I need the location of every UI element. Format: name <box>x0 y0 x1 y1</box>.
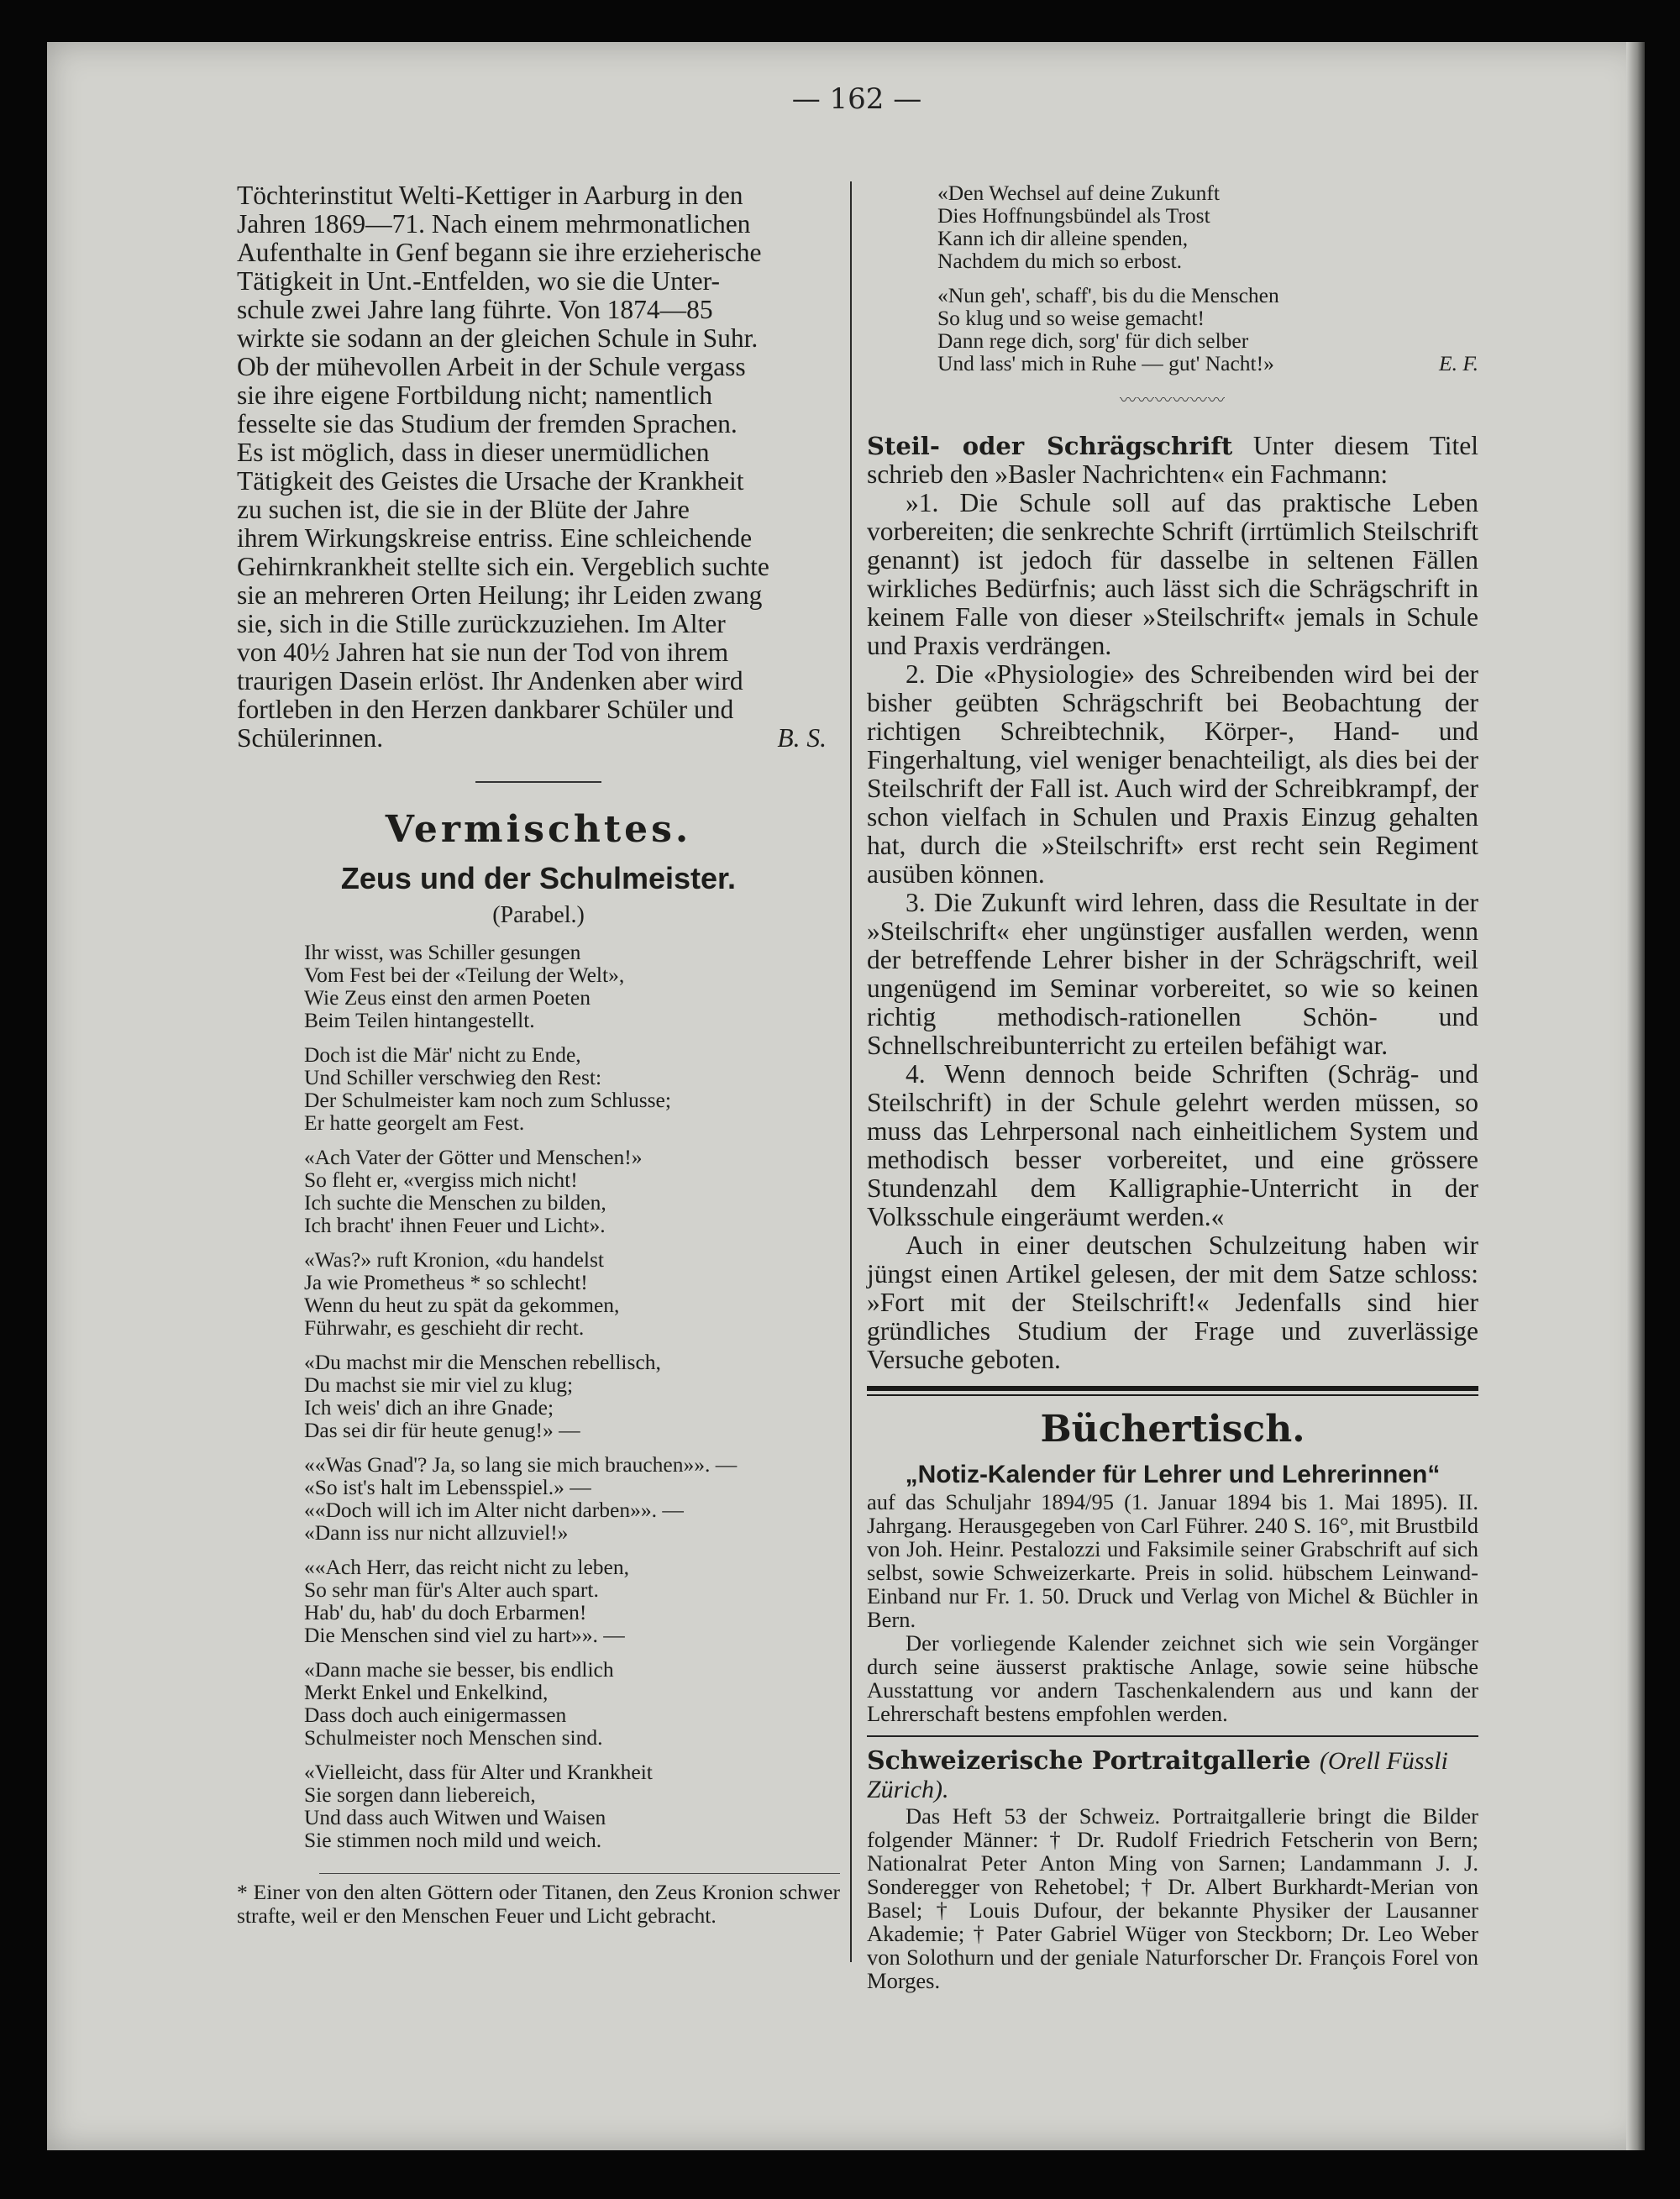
poem-stanza <box>304 1043 840 1134</box>
right-column <box>867 181 1478 1992</box>
poem-line: Merkt Enkel und Enkelkind, <box>304 1680 549 1704</box>
poem-line: Vom Fest bei der «Teilung der Welt», <box>304 963 625 987</box>
obituary-last-line <box>237 724 840 753</box>
obituary-line: Schülerinnen. <box>237 723 384 753</box>
poem-line: So klug und so weise gemacht! <box>937 306 1205 330</box>
article-paragraph: »1. Die Schule soll auf das praktische Leben vorbereiten; die senkrechte Schrift (irrtümlich Steilschrift genannt) ist jedoch für dasselbe in seltenen Fällen wirkliches Bedürfnis; auch lässt sich die Schrägschrift in keinem Falle von dieser »Steilschrift« jemals in Schule und Praxis verdrängen. <box>867 488 1478 660</box>
portrait-title: Schweizerische Portraitgallerie <box>867 1746 1311 1776</box>
article-paragraph: Auch in einer deutschen Schulzeitung haben wir jüngst einen Artikel gelesen, der mit dem Satze schloss: »Fort mit der Steilschrift!« Jedenfalls sind hier gründliches Studium der Frage und zuverlässige Versuche geboten. <box>867 1231 1478 1374</box>
portrait-publisher: (Orell Füssli Zürich). <box>867 1747 1448 1803</box>
poem-line: «So ist's halt im Lebensspiel.» — <box>304 1475 591 1499</box>
obituary-line: sie, sich in die Stille zurückzuziehen. Im Alter <box>237 609 726 638</box>
poem-line: So sehr man für's Alter auch spart. <box>304 1577 599 1602</box>
poem-stanza <box>304 941 840 1031</box>
poem-line-text: Und lass' mich in Ruhe — gut' Nacht!» <box>937 351 1274 375</box>
review-divider <box>867 1735 1478 1737</box>
poem-line: ««Was Gnad'? Ja, so lang sie mich brauchen»». — <box>304 1452 738 1477</box>
poem-line: Wenn du heut zu spät da gekommen, <box>304 1293 620 1317</box>
obituary-line: zu suchen ist, die sie in der Blüte der Jahre <box>237 495 690 524</box>
poem-line: «Dann iss nur nicht allzuviel!» <box>304 1520 569 1545</box>
poem-line <box>937 352 1478 375</box>
obituary-line: sie an mehreren Orten Heilung; ihr Leiden zwang <box>237 580 763 610</box>
column-divider <box>850 181 852 1962</box>
poem-line: Das sei dir für heute genug!» — <box>304 1418 580 1442</box>
light-divider <box>867 1394 1478 1396</box>
book-info: auf das Schuljahr 1894/95 (1. Januar 1894 bis 1. Mai 1895). II. Jahrgang. Herausgegeben von Carl Führer. 240 S. 16°, mit Brustbild von Joh. Heinr. Pestalozzi und Faksimile seiner Grabschrift auf sich selbst, sowie Schweizerkarte. Preis in solid. hübschem Leinwand-Einband nur Fr. 1. 50. Druck und Verlag von Michel & Büchler in Bern. <box>867 1489 1478 1632</box>
poem-line: «Du machst mir die Menschen rebellisch, <box>304 1350 661 1374</box>
poem-stanza <box>304 1248 840 1339</box>
obituary-line: von 40½ Jahren hat sie nun der Tod von ihrem <box>237 638 729 667</box>
poem-stanza <box>304 1761 840 1851</box>
footnote: * Einer von den alten Göttern oder Titanen, den Zeus Kronion schwer strafte, weil er den Menschen Feuer und Licht gebracht. <box>237 1880 840 1928</box>
poem-line: Sie stimmen noch mild und weich. <box>304 1828 602 1852</box>
book-review: Der vorliegende Kalender zeichnet sich wie sein Vorgänger durch seine äusserst praktische Anlage, sowie seine hübsche Ausstattung vor andern Taschenkalendern aus und kann der Lehrerschaft bestens empfohlen werden. <box>867 1630 1478 1726</box>
poem-line: Ich bracht' ihnen Feuer und Licht». <box>304 1213 606 1237</box>
obituary-line: wirkte sie sodann an der gleichen Schule in Suhr. <box>237 323 759 353</box>
obituary-line: fesselte sie das Studium der fremden Sprachen. <box>237 409 738 438</box>
poem-line: Führwahr, es geschieht dir recht. <box>304 1315 585 1340</box>
article-paragraph: 3. Die Zukunft wird lehren, dass die Resultate in der »Steilschrift« eher ungünstiger ausfallen werden, wenn der betreffende Lehrer bisher in der Schrägschrift, weil ungenügend im Seminar vorbereitet, so wie so keinen richtig methodisch-rationellen Schön- und Schnellschreibunterricht zu erteilen befähigt war. <box>867 888 1478 1060</box>
poem-line: Dass doch auch einigermassen <box>304 1703 567 1727</box>
poem-line: Dies Hoffnungsbündel als Trost <box>937 203 1210 228</box>
footnote-divider <box>319 1873 840 1874</box>
article-intro <box>867 432 1478 489</box>
poem-line: Dann rege dich, sorg' für dich selber <box>937 328 1249 353</box>
article-lead: Steil- oder Schrägschrift <box>867 432 1233 460</box>
steilschrift-article <box>867 432 1478 1374</box>
poem-line: Die Menschen sind viel zu hart»». — <box>304 1623 625 1647</box>
left-column <box>237 181 840 1928</box>
poem-signature: E. F. <box>1439 351 1478 375</box>
poem-line: ««Doch will ich im Alter nicht darben»». — <box>304 1498 684 1522</box>
poem-stanza <box>304 1453 840 1544</box>
poem-line: Du machst sie mir viel zu klug; <box>304 1372 574 1397</box>
poem-stanza <box>937 181 1478 272</box>
poem-title: Zeus und der Schulmeister. <box>340 861 737 895</box>
obituary-line: Jahren 1869—71. Nach einem mehrmonatlichen <box>237 209 751 239</box>
obituary-line: Töchterinstitut Welti-Kettiger in Aarburg in den <box>237 181 743 210</box>
poem-line: Hab' du, hab' du doch Erbarmen! <box>304 1600 587 1624</box>
section-divider <box>475 781 601 783</box>
obituary-line: Es ist möglich, dass in dieser unermüdlichen <box>237 438 710 467</box>
poem-line: Ja wie Prometheus * so schlecht! <box>304 1270 588 1294</box>
article-paragraph: 4. Wenn dennoch beide Schriften (Schräg- und Steilschrift) in der Schule gelehrt werden müssen, so muss das Lehrpersonal nach einheitlichem System und methodisch besser vorbereitet, und eine grössere Stundenzahl dem Kalligraphie-Unterricht in der Volksschule eingeräumt werden.« <box>867 1059 1478 1231</box>
book-title: „Notiz-Kalender für Lehrer und Lehrerinnen“ <box>905 1461 1441 1488</box>
obituary-line: sie ihre eigene Fortbildung nicht; namentlich <box>237 380 712 410</box>
poem-line: «Den Wechsel auf deine Zukunft <box>937 181 1220 205</box>
poem-line: Nachdem du mich so erbost. <box>937 249 1183 273</box>
obituary-signature: B. S. <box>777 723 827 753</box>
poem-line: Kann ich dir alleine spenden, <box>937 226 1189 250</box>
obituary-line: Tätigkeit des Geistes die Ursache der Krankheit <box>237 466 744 496</box>
poem-line: Wie Zeus einst den armen Poeten <box>304 985 591 1010</box>
buechertisch-title: Büchertisch. <box>1040 1408 1305 1451</box>
poem-line: Der Schulmeister kam noch zum Schlusse; <box>304 1088 671 1112</box>
poem-line: Sie sorgen dann liebereich, <box>304 1782 536 1807</box>
poem-line: Er hatte georgelt am Fest. <box>304 1110 525 1135</box>
poem-stanza <box>304 1556 840 1646</box>
poem-line: Schulmeister noch Menschen sind. <box>304 1725 603 1750</box>
poem-line: Ihr wisst, was Schiller gesungen <box>304 940 581 964</box>
portrait-heading <box>867 1747 1478 1804</box>
poem-subtitle: (Parabel.) <box>492 902 585 928</box>
poem-line: Und Schiller verschwieg den Rest: <box>304 1065 602 1089</box>
obituary-line: Aufenthalte in Genf begann sie ihre erzieherische <box>237 238 762 267</box>
poem-stanza <box>304 1658 840 1749</box>
portrait-text: Das Heft 53 der Schweiz. Portraitgallerie bringt die Bilder folgender Männer: † Dr. Rudolf Friedrich Fetscherin von Bern; Nationalrat Peter Anton Ming von Sarnen; Landammann J. J. Sonderegger von Rehetobel; † Dr. Albert Burkhardt-Merian von Basel; † Louis Dufour, der bekannte Physiker der Lausanner Akademie; † Pater Gabriel Wüger von Steckborn; Dr. Leo Weber von Solothurn und der geniale Naturforscher Dr. François Forel von Morges. <box>867 1803 1478 1993</box>
poem-line: Doch ist die Mär' nicht zu Ende, <box>304 1042 581 1067</box>
poem-line: Ich weis' dich an ihre Gnade; <box>304 1395 554 1420</box>
obituary-line: Tätigkeit in Unt.-Entfelden, wo sie die Unter- <box>237 266 720 296</box>
page-number: — 162 — <box>791 82 922 116</box>
obituary-line: ihrem Wirkungskreise entriss. Eine schleichende <box>237 523 753 553</box>
poem-line: ««Ach Herr, das reicht nicht zu leben, <box>304 1555 629 1579</box>
poem-stanza <box>304 1146 840 1236</box>
section-title: Vermischtes. <box>385 808 692 851</box>
poem-line: Und dass auch Witwen und Waisen <box>304 1805 606 1829</box>
poem-line: Ich suchte die Menschen zu bilden, <box>304 1190 606 1215</box>
obituary-line: traurigen Dasein erlöst. Ihr Andenken aber wird <box>237 666 743 695</box>
article-intro-text: Unter diesem Titel schrieb den »Basler Nachrichten« ein Fachmann: <box>867 431 1478 489</box>
obituary-line: Ob der mühevollen Arbeit in der Schule vergass <box>237 352 746 381</box>
poem-line: «Nun geh', schaff', bis du die Menschen <box>937 283 1279 307</box>
poem-line: «Dann mache sie besser, bis endlich <box>304 1657 614 1682</box>
heavy-divider <box>867 1386 1478 1391</box>
poem-stanza <box>304 1351 840 1441</box>
poem-stanza <box>937 284 1478 375</box>
poem-line: «Was?» ruft Kronion, «du handelst <box>304 1247 604 1272</box>
ornament-divider: 〰〰〰〰〰〰 <box>1120 391 1226 410</box>
poem-continuation <box>937 181 1478 375</box>
poem-line: «Ach Vater der Götter und Menschen!» <box>304 1145 643 1169</box>
article-paragraph: 2. Die «Physiologie» des Schreibenden wird bei der bisher geübten Schrägschrift bei Beobachtung der richtigen Schreibtechnik, Körper-, Hand- und Fingerhaltung, viel weniger benachteiligt, als dies bei der Steilschrift der Fall ist. Auch wird der Schreibkrampf, der schon vielfach in Schulen und Praxis Einzug gehalten hat, durch die »Steilschrift» erst recht sein Regiment ausüben können. <box>867 659 1478 889</box>
obituary-line: schule zwei Jahre lang führte. Von 1874—85 <box>237 295 713 324</box>
page-spine-shadow <box>1626 42 1645 2150</box>
obituary-line: Gehirnkrankheit stellte sich ein. Vergeblich suchte <box>237 552 769 581</box>
poem-line: Beim Teilen hintangestellt. <box>304 1008 535 1032</box>
obituary-line: fortleben in den Herzen dankbarer Schüler und <box>237 695 734 724</box>
poem-line: So fleht er, «vergiss mich nicht! <box>304 1168 578 1192</box>
poem-body <box>304 941 840 1851</box>
poem-line: «Vielleicht, dass für Alter und Krankheit <box>304 1760 653 1784</box>
obituary-text <box>237 181 840 753</box>
